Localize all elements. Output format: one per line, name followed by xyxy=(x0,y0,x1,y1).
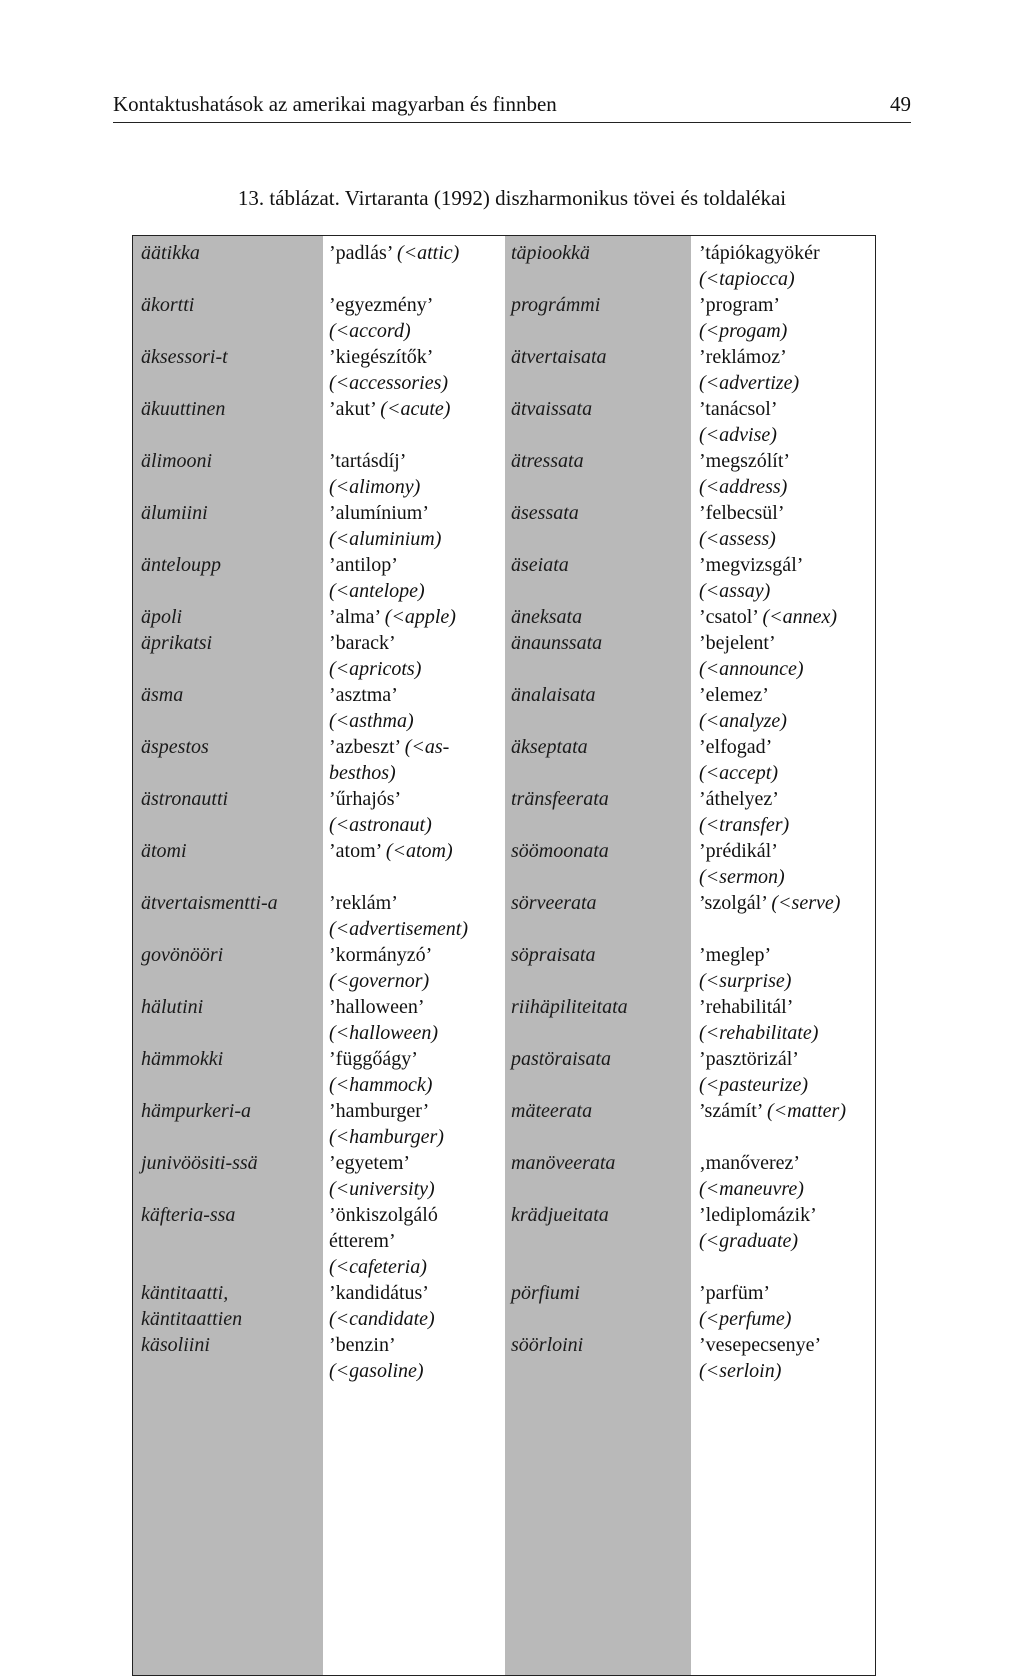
meaning-cell: ’prédikál’ (<sermon) xyxy=(699,840,785,888)
term-cell: äpoli xyxy=(141,606,183,628)
term-cell: junivöösiti-ssä xyxy=(141,1152,258,1174)
term-cell: änteloupp xyxy=(141,554,221,576)
meaning-cell: ’azbeszt’ (<as- besthos) xyxy=(329,736,450,784)
meaning-cell: ‚manőverez’ (<maneuvre) xyxy=(699,1152,804,1200)
meaning-cell: ’felbecsül’ (<assess) xyxy=(699,502,785,550)
term-cell: äseiata xyxy=(511,554,569,576)
term-cell: älumiini xyxy=(141,502,208,524)
term-cell: käntitaatti, käntitaattien xyxy=(141,1282,243,1330)
term-cell: riihäpiliteitata xyxy=(511,996,628,1018)
meaning-cell: ’alumínium’ (<aluminium) xyxy=(329,502,442,550)
term-cell: mäteerata xyxy=(511,1100,593,1122)
meaning-cell: ’megszólít’ (<address) xyxy=(699,450,791,498)
meaning-cell: ’rehabilitál’ (<rehabilitate) xyxy=(699,996,819,1044)
term-cell: änaunssata xyxy=(511,632,603,654)
meaning-cell: ’önkiszolgáló étterem’ (<cafeteria) xyxy=(329,1204,438,1278)
term-cell: käfteria-ssa xyxy=(141,1204,236,1226)
term-cell: äspestos xyxy=(141,736,209,758)
term-cell: ätvaissata xyxy=(511,398,593,420)
term-cell: pörfiumi xyxy=(511,1282,580,1304)
term-cell: äksessori-t xyxy=(141,346,228,368)
meaning-cell: ’elemez’ (<analyze) xyxy=(699,684,787,732)
meaning-cell: ’antilop’ (<antelope) xyxy=(329,554,425,602)
term-cell: ätomi xyxy=(141,840,187,862)
meaning-cell: ’egyetem’ (<university) xyxy=(329,1152,435,1200)
term-cell: ästronautti xyxy=(141,788,229,810)
meaning-cell: ’kandidátus’ (<candidate) xyxy=(329,1282,435,1330)
meaning-cell: ’függőágy’ (<hammock) xyxy=(329,1048,433,1096)
term-cell: sörveerata xyxy=(511,892,597,914)
meaning-cell: ’padlás’ (<attic) xyxy=(329,242,460,264)
meaning-cell: ’kiegészítők’ (<accessories) xyxy=(329,346,449,394)
meaning-cell: ’akut’ (<acute) xyxy=(329,398,451,420)
meaning-cell: ’megvizsgál’ (<assay) xyxy=(699,554,804,602)
term-cell: äkseptata xyxy=(511,736,588,758)
meaning-cell: ’tápiókagyökér (<tapiocca) xyxy=(699,242,820,290)
term-cell: manöveerata xyxy=(511,1152,616,1174)
meaning-cell: ’számít’ (<matter) xyxy=(699,1100,846,1122)
meaning-cell: ’benzin’ (<gasoline) xyxy=(329,1334,424,1382)
meaning-cell: ’hamburger’ (<hamburger) xyxy=(329,1100,444,1148)
meaning-cell: ’áthelyez’ (<transfer) xyxy=(699,788,790,836)
meaning-cell: ’csatol’ (<annex) xyxy=(699,606,838,628)
running-title: Kontaktushatások az amerikai magyarban és finnben xyxy=(113,92,557,116)
term-cell: hämmokki xyxy=(141,1048,224,1070)
term-cell: ätvertaismentti-a xyxy=(141,892,278,914)
page-number: 49 xyxy=(890,92,911,116)
meaning-cell: ’halloween’ (<halloween) xyxy=(329,996,439,1044)
loanword-table xyxy=(132,235,876,1676)
meaning-cell: ’barack’ (<apricots) xyxy=(329,632,422,680)
term-cell: käsoliini xyxy=(141,1334,210,1356)
meaning-cell: ’asztma’ (<asthma) xyxy=(329,684,414,732)
term-cell: söpraisata xyxy=(511,944,596,966)
term-cell: krädjueitata xyxy=(511,1204,609,1226)
term-cell: govönööri xyxy=(141,944,224,966)
meaning-cell: ’tartásdíj’ (<alimony) xyxy=(329,450,421,498)
meaning-cell: ’tanácsol’ (<advise) xyxy=(699,398,778,446)
meaning-cell: ’meglep’ (<surprise) xyxy=(699,944,792,992)
term-cell: söömoonata xyxy=(511,840,609,862)
meaning-cell: ’lediplomázik’ (<graduate) xyxy=(699,1204,817,1252)
meaning-cell: ’vesepecsenye’ (<serloin) xyxy=(699,1334,822,1382)
meaning-cell: ’reklám’ (<advertisement) xyxy=(329,892,469,940)
meaning-cell: ’egyezmény’ (<accord) xyxy=(329,294,434,342)
meaning-cell: ’szolgál’ (<serve) xyxy=(699,892,841,914)
term-cell: äsma xyxy=(141,684,184,706)
meaning-cell: ’bejelent’ (<announce) xyxy=(699,632,804,680)
term-cell: äkortti xyxy=(141,294,195,316)
term-cell: prográmmi xyxy=(511,294,601,316)
term-cell: tränsfeerata xyxy=(511,788,609,810)
term-cell: söörloini xyxy=(511,1334,584,1356)
meaning-cell: ’űrhajós’ (<astronaut) xyxy=(329,788,432,836)
term-cell: ätressata xyxy=(511,450,584,472)
meaning-cell: ’reklámoz’ (<advertize) xyxy=(699,346,800,394)
term-cell: hälutini xyxy=(141,996,204,1018)
meaning-cell: ’atom’ (<atom) xyxy=(329,840,453,862)
term-cell: äätikka xyxy=(141,242,200,264)
term-cell: äsessata xyxy=(511,502,579,524)
term-cell: änalaisata xyxy=(511,684,596,706)
meaning-cell: ’pasztörizál’ (<pasteurize) xyxy=(699,1048,809,1096)
running-header xyxy=(113,88,911,123)
term-cell: ätvertaisata xyxy=(511,346,607,368)
term-cell: täpiookkä xyxy=(511,242,590,264)
term-cell: äkuuttinen xyxy=(141,398,226,420)
meaning-cell: ’parfüm’ (<perfume) xyxy=(699,1282,792,1330)
term-cell: hämpurkeri-a xyxy=(141,1100,251,1122)
term-cell: älimooni xyxy=(141,450,213,472)
term-cell: pastöraisata xyxy=(511,1048,612,1070)
term-cell: äneksata xyxy=(511,606,583,628)
term-cell: äprikatsi xyxy=(141,632,213,654)
meaning-cell: ’alma’ (<apple) xyxy=(329,606,456,628)
table-caption: 13. táblázat. Virtaranta (1992) diszharmonikus tövei és toldalékai xyxy=(237,186,787,210)
meaning-cell: ’kormányzó’ (<governor) xyxy=(329,944,433,992)
meaning-cell: ’program’ (<progam) xyxy=(699,294,788,342)
meaning-cell: ’elfogad’ (<accept) xyxy=(699,736,779,784)
